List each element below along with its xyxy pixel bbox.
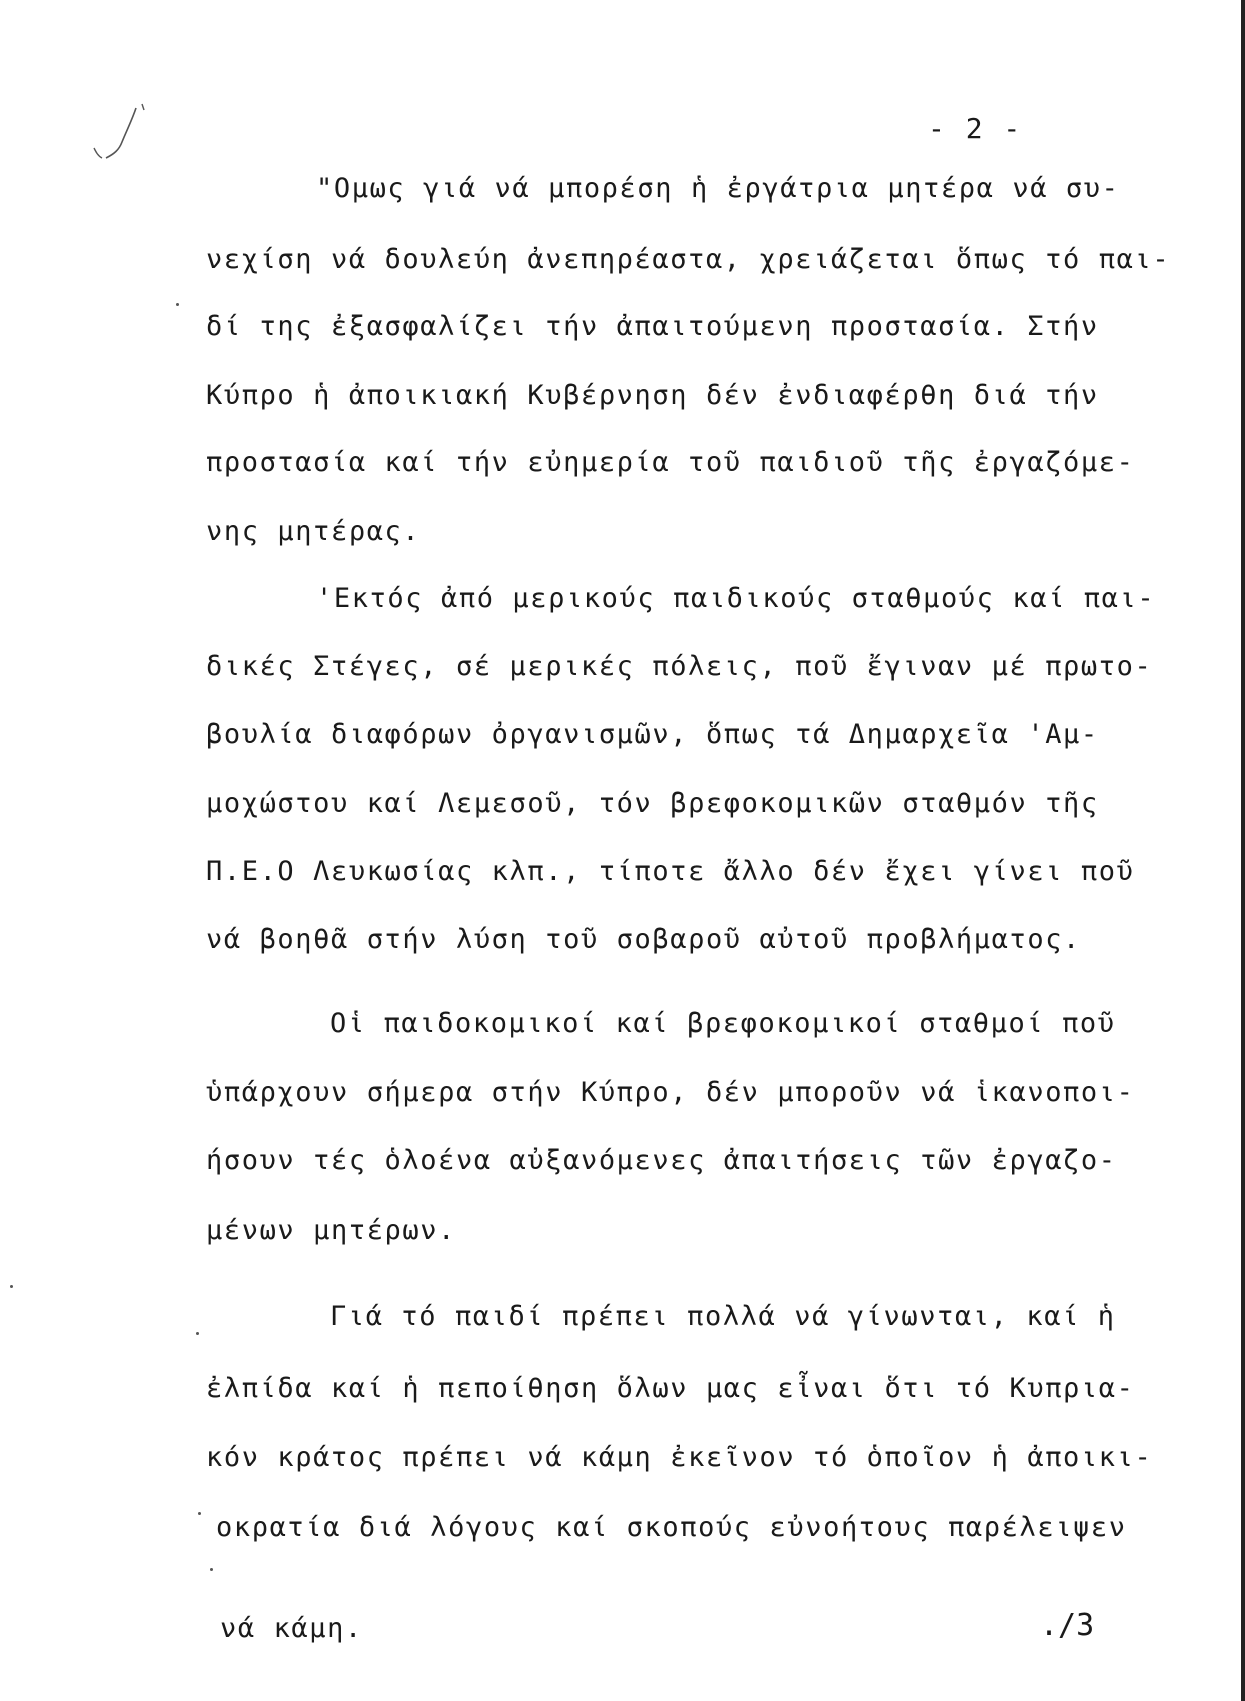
scan-speck — [10, 1285, 13, 1288]
text-line: νης μητέρας. — [206, 516, 421, 547]
text-line: Οἱ παιδοκομικοί καί βρεφοκομικοί σταθμοί ποῦ — [330, 1008, 1116, 1039]
text-line: Γιά τό παιδί πρέπει πολλά νά γίνωνται, καί ἡ — [330, 1301, 1116, 1332]
text-line: ἐλπίδα καί ἡ πεποίθηση ὅλων μας εἶναι ὅτι τό Κυπρια- — [206, 1373, 1135, 1404]
pencil-mark-icon — [92, 102, 162, 172]
scan-speck — [210, 1568, 213, 1571]
text-line: ὑπάρχουν σήμερα στήν Κύπρο, δέν μποροῦν νά ἱκανοποι- — [206, 1077, 1135, 1108]
page-number: - 2 - — [928, 112, 1023, 145]
text-line: νά βοηθᾶ στήν λύση τοῦ σοβαροῦ αὐτοῦ προβλήματος. — [206, 924, 1081, 955]
scan-speck — [198, 1512, 201, 1515]
scan-speck — [176, 303, 179, 306]
scan-border — [1241, 0, 1245, 1701]
text-line: δί της ἐξασφαλίζει τήν ἀπαιτούμενη προστασία. Στήν — [206, 311, 1099, 342]
text-line: Π.Ε.Ο Λευκωσίας κλπ., τίποτε ἄλλο δέν ἔχει γίνει ποῦ — [206, 856, 1135, 887]
text-line: βουλία διαφόρων ὀργανισμῶν, ὅπως τά Δημαρχεῖα 'Αμ- — [206, 719, 1099, 750]
text-line: νεχίση νά δουλεύη ἀνεπηρέαστα, χρειάζεται ὅπως τό παι- — [206, 244, 1171, 275]
text-line: νά κάμη. — [220, 1613, 363, 1644]
text-line: Κύπρο ἡ ἀποικιακή Κυβέρνηση δέν ἐνδιαφέρθη διά τήν — [206, 380, 1099, 411]
text-line: προστασία καί τήν εὐημερία τοῦ παιδιοῦ τῆς ἐργαζόμε- — [206, 447, 1135, 478]
text-line: οκρατία διά λόγους καί σκοπούς εὐνοήτους παρέλειψεν — [216, 1512, 1127, 1543]
text-line: μένων μητέρων. — [206, 1215, 456, 1246]
text-line: 'Εκτός ἀπό μερικούς παιδικούς σταθμούς καί παι- — [316, 583, 1156, 614]
text-line: μοχώστου καί Λεμεσοῦ, τόν βρεφοκομικῶν σταθμόν τῆς — [206, 788, 1099, 819]
text-line: "Ομως γιά νά μπορέση ἡ ἐργάτρια μητέρα νά συ- — [316, 173, 1120, 204]
text-line: ήσουν τές ὁλοένα αὐξανόμενες ἀπαιτήσεις τῶν ἐργαζο- — [206, 1145, 1117, 1176]
text-line: κόν κράτος πρέπει νά κάμη ἐκεῖνον τό ὁποῖον ἡ ἀποικι- — [206, 1442, 1153, 1473]
scan-speck — [196, 1332, 199, 1335]
text-line: δικές Στέγες, σέ μερικές πόλεις, ποῦ ἔγιναν μέ πρωτο- — [206, 651, 1153, 682]
continuation-mark: ./3 — [1040, 1608, 1095, 1643]
